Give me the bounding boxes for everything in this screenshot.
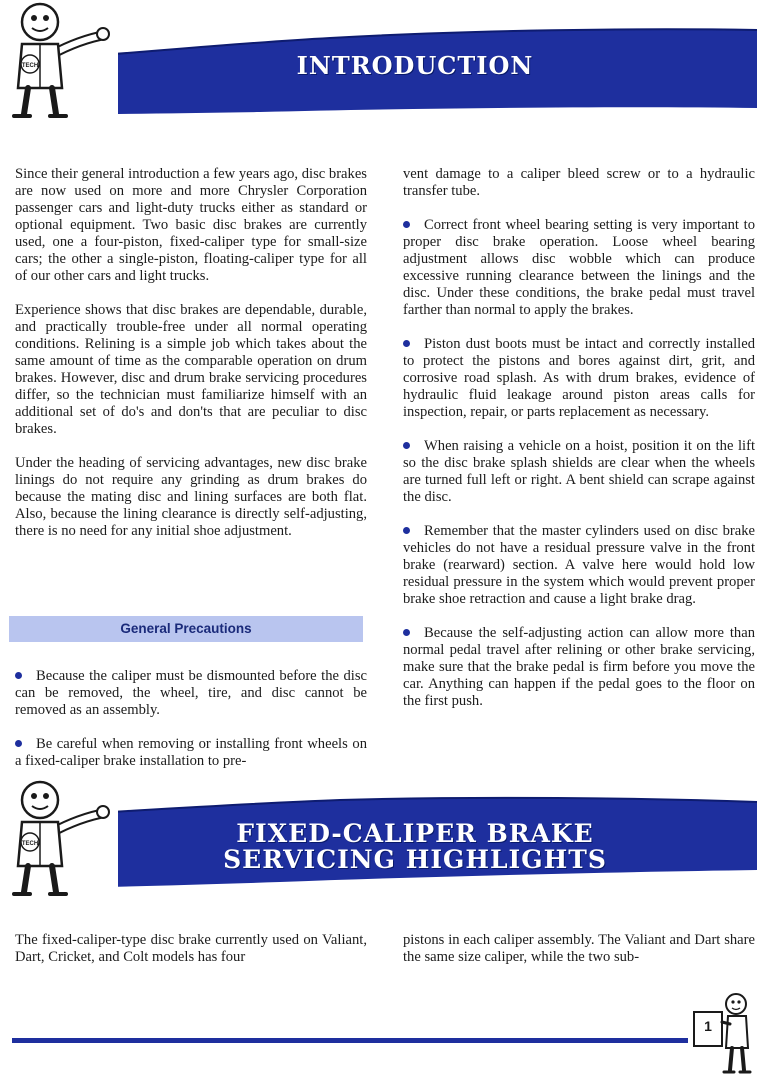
bullet-icon — [15, 740, 22, 747]
mascot-badge: TECH — [21, 841, 39, 847]
precaution-item: Remember that the master cylinders used on disc brake vehicles do not have a residual pressure valve in the front brake (rearward) section. A valve here would hold low residual pressure in the system which would prevent proper brake shoe retraction and cause a light brake drag. — [403, 523, 755, 607]
precaution-item: Because the self-adjusting action can allow more than normal pedal travel after relining or other brake servicing, make sure that the brake pedal is firm before you move the car. Anything can happen if the pedal goes to the floor on the first push. — [403, 625, 755, 709]
intro-paragraph: Experience shows that disc brakes are dependable, durable, and practically trouble-free under all normal operating conditions. Relining is a simple job which takes about the same amount of time as the comparable operation on drum brakes. However, disc and drum brake servicing procedures differ, so the technician must familiarize himself with an additional set of do's and don'ts that are peculiar to disc brakes. — [15, 302, 367, 437]
precautions-left-column — [15, 668, 367, 787]
mascot-icon — [0, 0, 120, 120]
fixed-caliper-title-line1: FIXED-CALIPER BRAKE — [236, 819, 594, 848]
fixed-caliper-left-column — [15, 932, 367, 983]
introduction-title: INTRODUCTION — [296, 51, 534, 80]
general-precautions-heading: General Precautions — [9, 616, 363, 642]
bullet-icon — [403, 442, 410, 449]
bullet-icon — [403, 221, 410, 228]
fixed-caliper-title — [200, 821, 630, 873]
intro-right-column — [403, 166, 755, 727]
page-number: 1 — [704, 1018, 712, 1034]
bullet-icon — [403, 527, 410, 534]
fixed-caliper-paragraph: The fixed-caliper-type disc brake currently used on Valiant, Dart, Cricket, and Colt models has four — [15, 932, 367, 965]
mascot-badge: TECH — [21, 63, 39, 69]
intro-paragraph: Since their general introduction a few years ago, disc brakes are now used on more and more Chrysler Corporation passenger cars and light-duty trucks either as standard or optional equipment. Two basic disc brakes are currently used, one a four-piston, fixed-caliper type for small-size cars; the other a single-piston, floating-caliper type for all of our other cars and light trucks. — [15, 166, 367, 284]
bullet-icon — [403, 629, 410, 636]
footer-rule — [12, 1038, 702, 1043]
precaution-continuation: vent damage to a caliper bleed screw or to a hydraulic transfer tube. — [403, 166, 755, 199]
intro-paragraph: Under the heading of servicing advantages, new disc brake linings do not require any grinding as drum brakes do because the mating disc and lining surfaces are both flat. Also, because the lining clearance is directly self-adjusting, there is no need for any initial shoe adjustment. — [15, 455, 367, 539]
fixed-caliper-title-line2: SERVICING HIGHLIGHTS — [223, 845, 607, 874]
precaution-item: Because the caliper must be dismounted before the disc can be removed, the wheel, tire, and disc cannot be removed as an assembly. — [15, 668, 367, 718]
precaution-item: When raising a vehicle on a hoist, position it on the lift so the disc brake splash shields are clear when the wheels are turned full left or right. A bent shield can scrape against the disc. — [403, 438, 755, 505]
precaution-item: Correct front wheel bearing setting is very important to proper disc brake operation. Loose wheel bearing adjustment allows disc wobble which can produce excessive running clearance between the linings and the disc. Under these conditions, the brake pedal must travel farther than normal to apply the brakes. — [403, 217, 755, 318]
bullet-icon — [15, 672, 22, 679]
fixed-caliper-banner — [0, 778, 760, 898]
mascot-icon — [0, 778, 120, 898]
bullet-icon — [403, 340, 410, 347]
precaution-item: Piston dust boots must be intact and correctly installed to protect the pistons and bores against dirt, grit, and corrosive road splash. As with drum brakes, evidence of hydraulic fluid leakage around piston areas calls for inspection, repair, or parts replacement as necessary. — [403, 336, 755, 420]
intro-left-column — [15, 166, 367, 557]
fixed-caliper-right-column — [403, 932, 755, 983]
introduction-banner — [0, 0, 760, 120]
precaution-item: Be careful when removing or installing front wheels on a fixed-caliper brake installation to pre- — [15, 736, 367, 769]
fixed-caliper-paragraph: pistons in each caliper assembly. The Valiant and Dart share the same size caliper, while the two sub- — [403, 932, 755, 965]
